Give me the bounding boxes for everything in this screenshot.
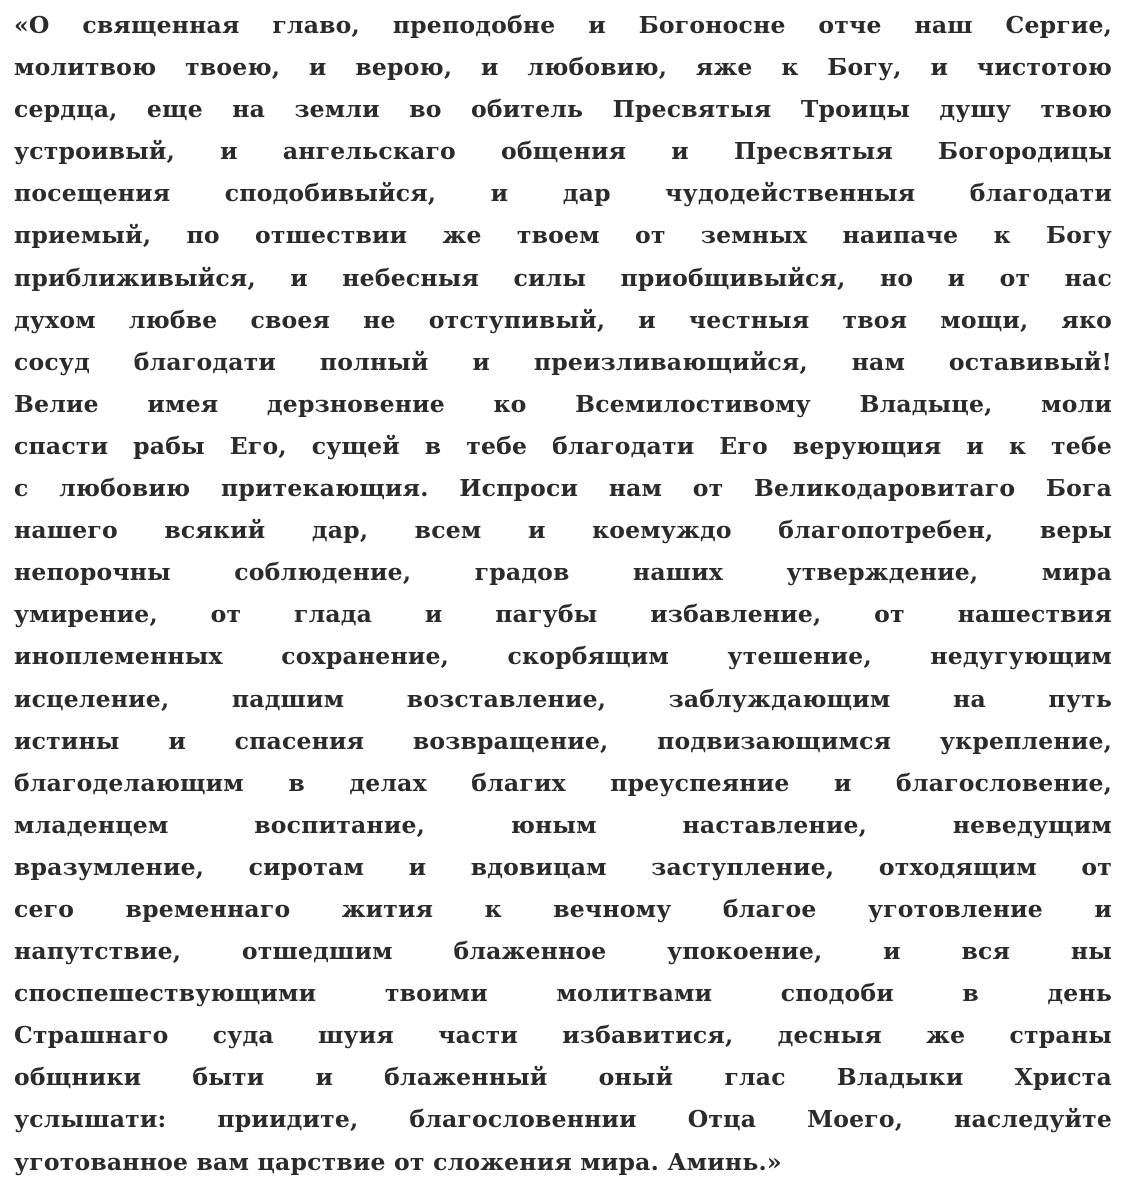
text-line-16: иноплеменных сохранение, скорбящим утешение, недугующим xyxy=(14,642,1112,671)
text-line-8: духом любве своея не отступивый, и честныя твоя мощи, яко xyxy=(14,305,1112,334)
text-line-18: истины и спасения возвращение, подвизающимся укрепление, xyxy=(14,726,1112,755)
text-line-25: Страшнаго суда шуия части избавитися, десныя же страны xyxy=(14,1021,1112,1050)
text-line-6: приемый, по отшествии же твоем от земных наипаче к Богу xyxy=(14,221,1112,250)
text-line-23: напутствие, отшедшим блаженное упокоение, и вся ны xyxy=(14,937,1112,966)
text-line-15: умирение, от глада и пагубы избавление, от нашествия xyxy=(14,600,1112,629)
text-line-22: сего временнаго жития к вечному благое уготовление и xyxy=(14,894,1112,923)
text-line-2: молитвою твоею, и верою, и любовию, яже к Богу, и чистотою xyxy=(14,53,1112,82)
text-line-13: нашего всякий дар, всем и коемуждо благопотребен, веры xyxy=(14,516,1112,545)
text-line-19: благоделающим в делах благих преуспеяние и благословение, xyxy=(14,768,1112,797)
text-line-4: устроивый, и ангельскаго общения и Пресвятыя Богородицы xyxy=(14,137,1112,166)
text-line-12: с любовию притекающия. Испроси нам от Великодаровитаго Бога xyxy=(14,474,1112,503)
text-line-10: Велие имея дерзновение ко Всемилостивому Владыце, моли xyxy=(14,389,1112,418)
text-line-27: услышати: приидите, благословеннии Отца Моего, наследуйте xyxy=(14,1105,1112,1134)
text-line-26: общники быти и блаженный оный глас Владыки Христа xyxy=(14,1063,1112,1092)
text-line-20: младенцем воспитание, юным наставление, неведущим xyxy=(14,810,1112,839)
text-line-17: исцеление, падшим возставление, заблуждающим на путь xyxy=(14,684,1112,713)
text-line-5: посещения сподобивыйся, и дар чудодейственныя благодати xyxy=(14,179,1112,208)
text-line-21: вразумление, сиротам и вдовицам заступление, отходящим от xyxy=(14,852,1112,881)
text-line-28: уготованное вам царствие от сложения мира. Аминь.» xyxy=(14,1147,782,1176)
text-line-14: непорочны соблюдение, градов наших утверждение, мира xyxy=(14,558,1112,587)
text-line-3: сердца, еще на земли во обитель Пресвятыя Троицы душу твою xyxy=(14,95,1112,124)
text-line-1: «О священная главо, преподобне и Богоносне отче наш Сергие, xyxy=(14,11,1112,39)
text-line-24: споспешествующими твоими молитвами сподоби в день xyxy=(14,979,1112,1008)
text-line-7: приближивыйся, и небесныя силы приобщивыйся, но и от нас xyxy=(14,263,1112,292)
text-line-11: спасти рабы Его, сущей в тебе благодати Его верующия и к тебе xyxy=(14,431,1112,460)
text-line-9: сосуд благодати полный и преизливающийся, нам оставивый! xyxy=(14,347,1112,376)
prayer-text xyxy=(14,4,1112,1183)
